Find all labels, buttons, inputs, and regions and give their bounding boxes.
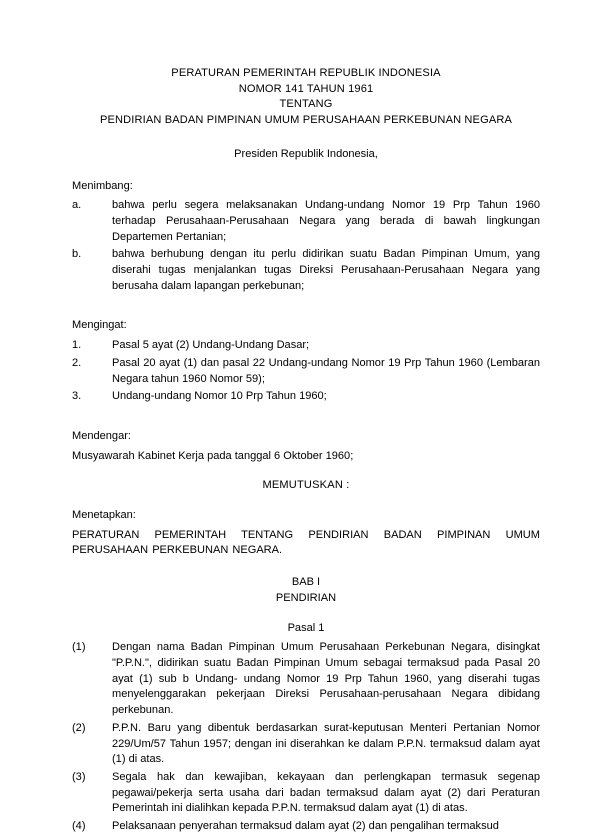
pasal-heading: Pasal 1 — [287, 621, 325, 634]
list-item-text: bahwa perlu segera melaksanakan Undang-undang Nomor 19 Prp Tahun 1960 terhadap Perusahaan-Perusahaan Negara yang berada di bawah lingkungan Departemen Pertanian; — [112, 199, 540, 243]
list-item-marker: (2) — [72, 721, 86, 734]
list-item-text: P.P.N. Baru yang dibentuk berdasarkan surat-keputusan Menteri Pertanian Nomor 229/Um/57 Tahun 1957; dengan ini diserahkan ke dalam P.P.N. termaksud dalam ayat (1) di atas. — [112, 721, 540, 766]
title-line-4: PENDIRIAN BADAN PIMPINAN UMUM PERUSAHAAN PERKEBUNAN NEGARA — [100, 114, 512, 127]
spacer — [72, 296, 540, 308]
list-item-marker: 3. — [72, 390, 82, 403]
list-item-marker: (4) — [72, 820, 86, 833]
title-line-3: TENTANG — [279, 98, 333, 111]
list-item-text: Pelaksanaan penyerahan termaksud dalam ayat (2) dan pengalihan termaksud — [112, 820, 499, 833]
menimbang-list — [72, 198, 540, 294]
list-item-marker: a. — [72, 199, 82, 212]
list-item-text: Segala hak dan kewajiban, kekayaan dan perlengkapan termasuk segenap pegawai/pekerja serta usaha dari badan termaksud dalam ayat (2) dari Peraturan Pemerintah ini dialihkan kepada P.P.N. termaksud dalam ayat (1) di atas. — [112, 770, 540, 815]
list-item-marker: 2. — [72, 356, 82, 369]
list-item — [72, 356, 540, 387]
menetapkan-label: Menetapkan: — [72, 509, 136, 522]
bab-heading: BAB I — [291, 576, 321, 589]
list-item — [72, 247, 540, 294]
mengingat-label: Mengingat: — [72, 319, 127, 332]
mendengar-label: Mendengar: — [72, 429, 131, 442]
list-item-marker: (1) — [72, 641, 86, 654]
list-item — [72, 389, 540, 405]
list-item-text: Pasal 20 ayat (1) dan pasal 22 Undang-undang Nomor 19 Prp Tahun 1960 (Lembaran Negara tahun 1960 Nomor 59); — [112, 356, 540, 385]
menetapkan-text: PERATURAN PEMERINTAH TENTANG PENDIRIAN BADAN PIMPINAN UMUM PERUSAHAAN PERKEBUNAN NEGARA. — [72, 528, 540, 557]
list-item — [72, 640, 540, 719]
list-item-marker: 1. — [72, 339, 82, 352]
memutuskan-heading: MEMUTUSKAN : — [262, 479, 350, 492]
title-line-1: PERATURAN PEMERINTAH REPUBLIK INDONESIA — [171, 67, 441, 79]
list-item — [72, 721, 540, 768]
pasal-items — [72, 640, 540, 834]
list-item — [72, 198, 540, 245]
title-line-2: NOMOR 141 TAHUN 1961 — [238, 82, 374, 95]
list-item-text: Undang-undang Nomor 10 Prp Tahun 1960; — [112, 390, 327, 403]
mengingat-list — [72, 338, 540, 405]
mendengar-text: Musyawarah Kabinet Kerja pada tanggal 6 Oktober 1960; — [72, 449, 354, 462]
list-item-marker: b. — [72, 248, 82, 261]
list-item — [72, 338, 540, 354]
list-item — [72, 819, 540, 835]
list-item-text: Dengan nama Badan Pimpinan Umum Perusahaan Perkebunan Negara, disingkat "P.P.N.", didirikan suatu Badan Pimpinan Umum sebagai termaksud pada Pasal 20 ayat (1) sub b Undang- undang Nomor 19 Prp Tahun 1960, yang diserahi tugas menyelenggarakan pekerjaan Direksi Perusahaan-perusahaan Negara dibidang perkebunan. — [112, 641, 540, 717]
document-title — [72, 66, 540, 129]
list-item-marker: (3) — [72, 770, 86, 783]
list-item — [72, 770, 540, 817]
list-item-text: Pasal 5 ayat (2) Undang-Undang Dasar; — [112, 339, 310, 352]
bab-subtitle: PENDIRIAN — [275, 591, 337, 604]
list-item-text: bahwa berhubung dengan itu perlu didirikan suatu Badan Pimpinan Umum, yang diserahi tugas menjalankan tugas Direksi Perusahaan-Perusahaan Negara yang berusaha dalam lapangan perkebunan; — [112, 248, 540, 292]
menimbang-label: Menimbang: — [72, 179, 133, 192]
spacer — [72, 407, 540, 419]
issuing-authority: Presiden Republik Indonesia, — [234, 147, 378, 160]
